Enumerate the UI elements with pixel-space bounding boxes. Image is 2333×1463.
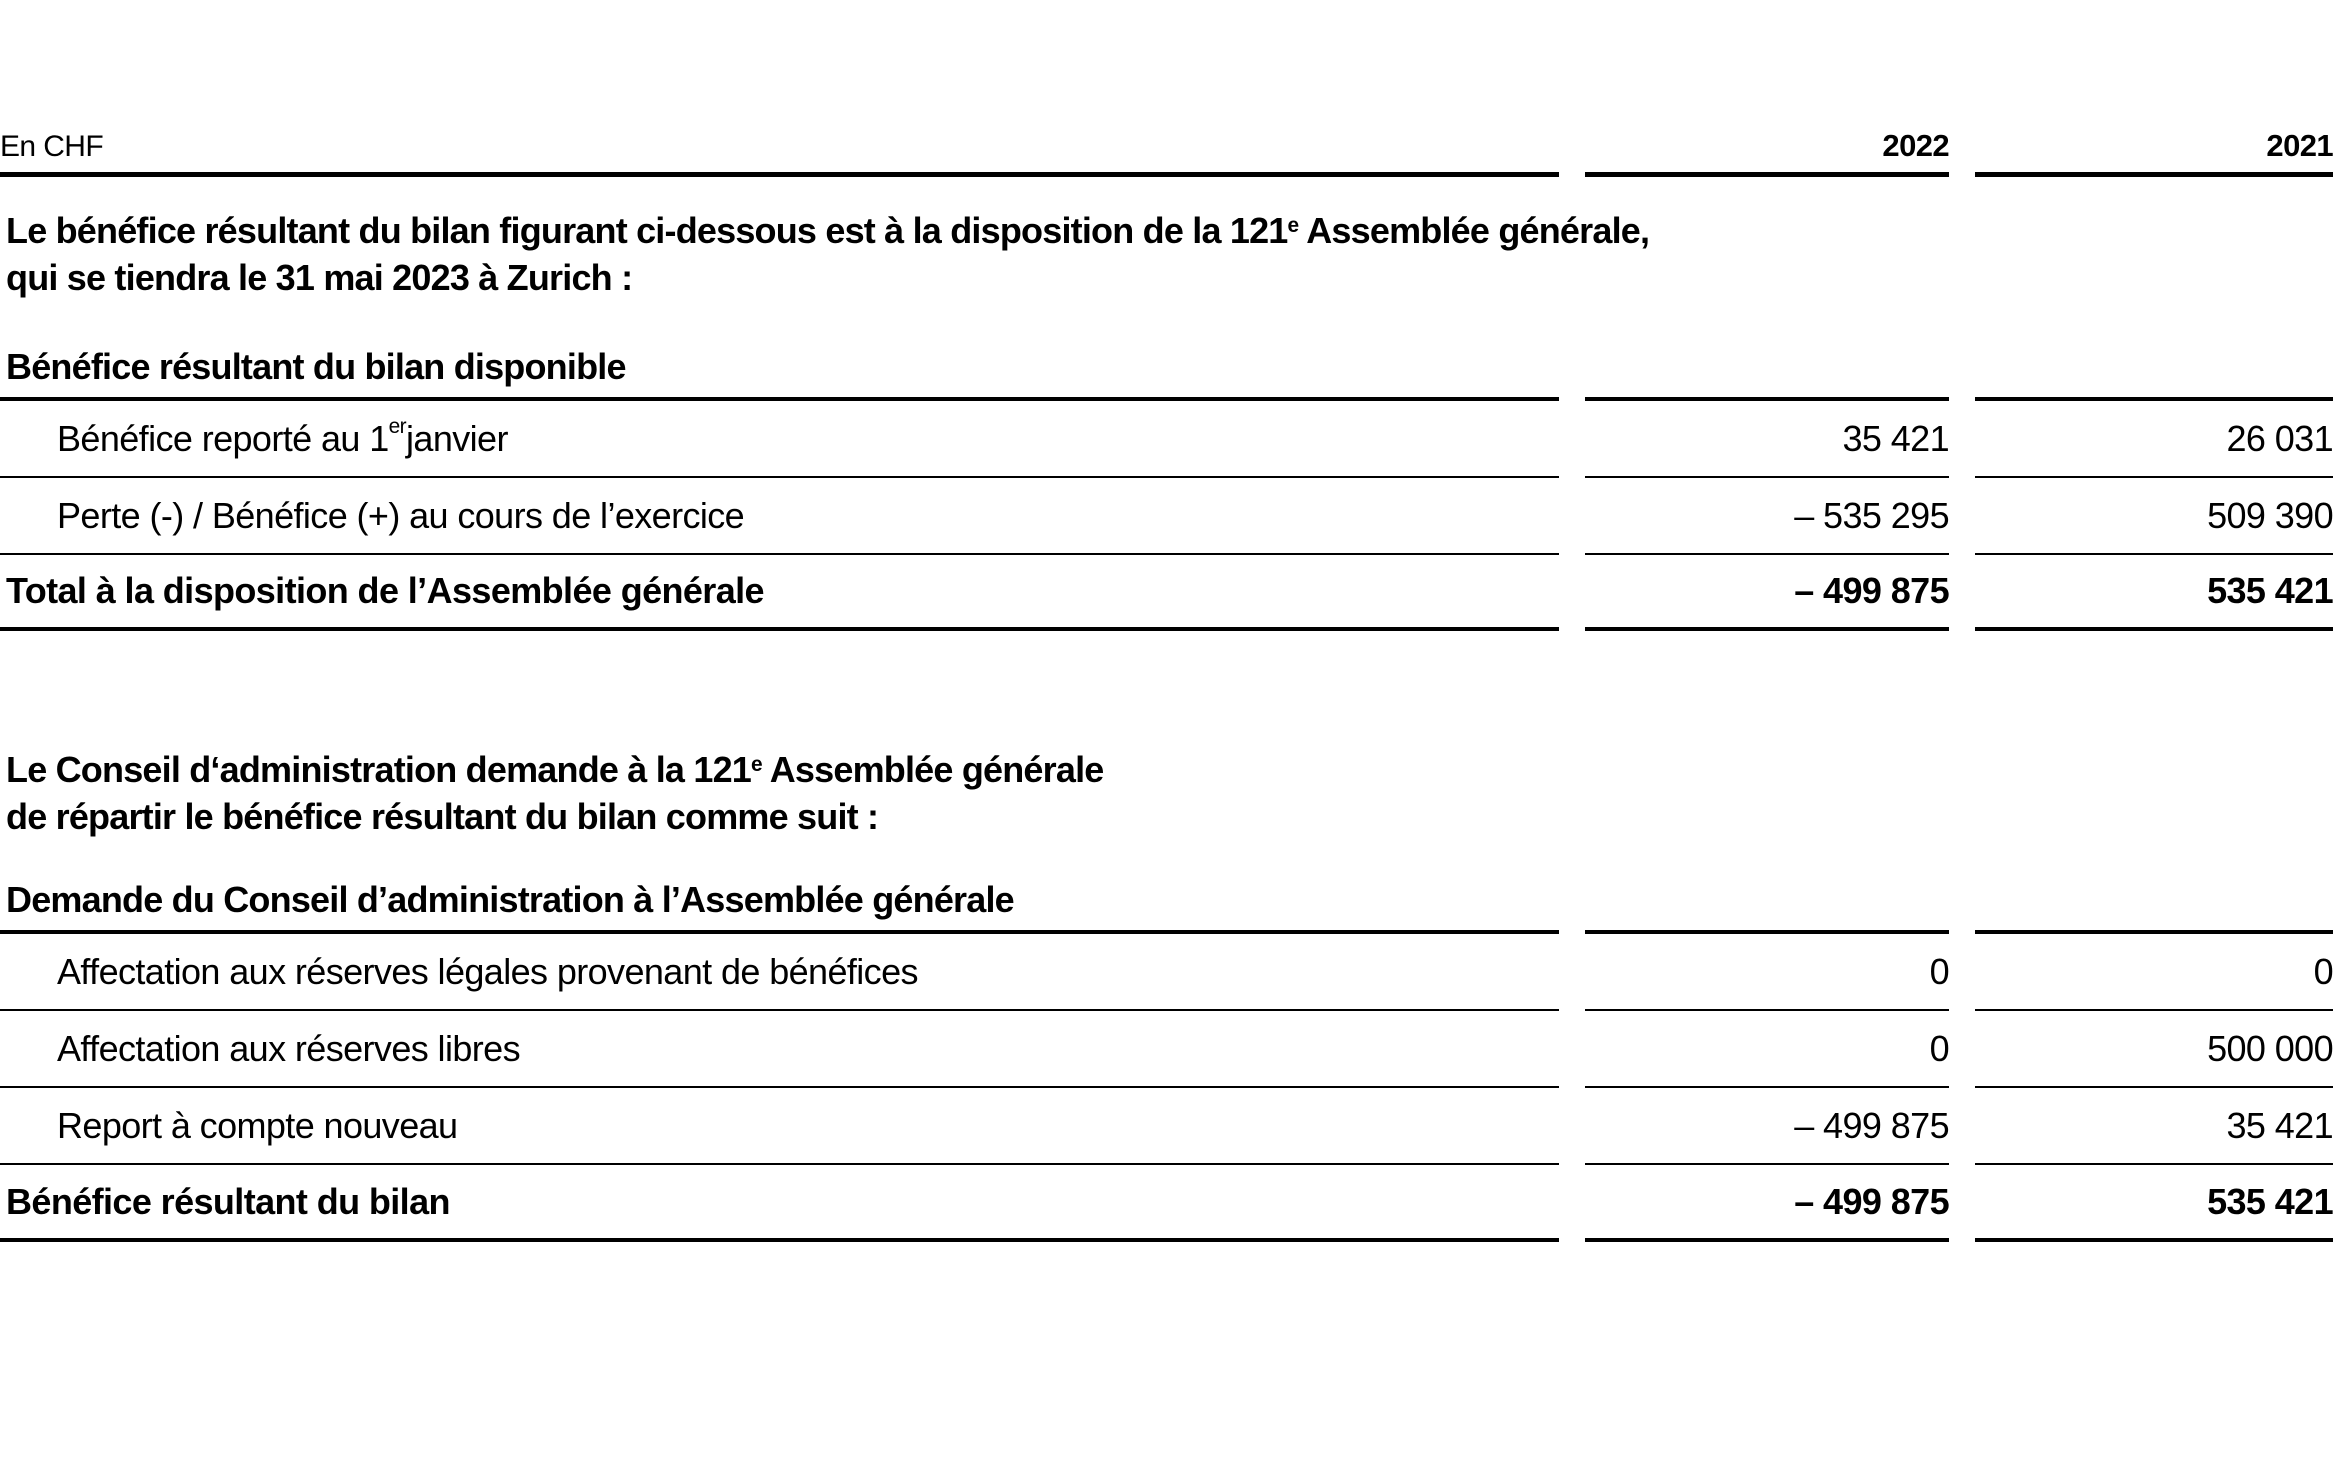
table2-total-row: [0, 1165, 2333, 1242]
request-line-1-superscript: e: [751, 752, 762, 776]
table2-total-label: Bénéfice résultant du bilan: [0, 1165, 1559, 1242]
table1-total-row: [0, 555, 2333, 631]
table1-row2-value-2021: 509 390: [1975, 478, 2333, 555]
intro-line-1-tail: Assemblée générale,: [1298, 210, 1650, 251]
table-row: [0, 1011, 2333, 1088]
table2-row1-value-2022: 0: [1585, 934, 1949, 1011]
intro-line-1: [6, 207, 2333, 254]
intro-line-2: qui se tiendra le 31 mai 2023 à Zurich :: [6, 257, 633, 298]
table1-section-spacer-2021: [1975, 345, 2333, 401]
table1-row2-label: [0, 478, 1559, 555]
table1-section-title: Bénéfice résultant du bilan disponible: [0, 345, 1559, 401]
intro-line-1-text: Le bénéfice résultant du bilan figurant ci-dessous est à la disposition de la 121: [6, 210, 1288, 251]
table1-section-spacer-2022: [1585, 345, 1949, 401]
table-row: [0, 934, 2333, 1011]
request-line-1-text: Le Conseil d‘administration demande à la 121: [6, 749, 752, 790]
request-paragraph: [6, 746, 2333, 840]
request-line-2: de répartir le bénéfice résultant du bilan comme suit :: [6, 796, 879, 837]
table2-row2-value-2022: 0: [1585, 1011, 1949, 1088]
currency-unit-label: En CHF: [0, 122, 1559, 177]
table2-section-spacer-2021: [1975, 874, 2333, 934]
table2-total-value-2021: 535 421: [1975, 1165, 2333, 1242]
column-header-2022: 2022: [1585, 122, 1949, 177]
table2-row2-value-2021: 500 000: [1975, 1011, 2333, 1088]
table2-row2-label: Affectation aux réserves libres: [0, 1011, 1559, 1088]
table-header-row: [0, 122, 2333, 177]
table2-section-title: Demande du Conseil d’administration à l’Assemblée générale: [0, 874, 1559, 934]
table-row: [0, 1088, 2333, 1165]
table2-row3-value-2022: – 499 875: [1585, 1088, 1949, 1165]
table1-row2-label-text: Perte (-) / Bénéfice (+) au cours de l’exercice: [57, 494, 745, 536]
request-line-1-tail: Assemblée générale: [761, 749, 1104, 790]
intro-line-1-superscript: e: [1287, 213, 1299, 237]
request-line-1: [6, 746, 2333, 793]
table1-row1-value-2022: 35 421: [1585, 401, 1949, 478]
table1-total-value-2021: 535 421: [1975, 555, 2333, 631]
table-row: [0, 401, 2333, 478]
table1-row1-label-tail: janvier: [406, 417, 508, 459]
table2-row3-label: Report à compte nouveau: [0, 1088, 1559, 1165]
table1-row1-value-2021: 26 031: [1975, 401, 2333, 478]
table2-row3-value-2021: 35 421: [1975, 1088, 2333, 1165]
table-row: [0, 478, 2333, 555]
table2-row1-value-2021: 0: [1975, 934, 2333, 1011]
table1-total-label: Total à la disposition de l’Assemblée générale: [0, 555, 1559, 631]
column-header-2021: 2021: [1975, 122, 2333, 177]
table2-row1-label: Affectation aux réserves légales provenant de bénéfices: [0, 934, 1559, 1011]
intro-paragraph: [6, 207, 2333, 301]
table1-section-header-row: [0, 345, 2333, 401]
table1-row1-label: Bénéfice reporté au 1 $^{er}$ janvier: [0, 401, 1559, 478]
table1-row1-label-text: Bénéfice reporté au 1: [57, 417, 389, 459]
table2-total-value-2022: – 499 875: [1585, 1165, 1949, 1242]
table1-row2-value-2022: – 535 295: [1585, 478, 1949, 555]
table2-section-spacer-2022: [1585, 874, 1949, 934]
table1-total-value-2022: – 499 875: [1585, 555, 1949, 631]
table2-section-header-row: [0, 874, 2333, 934]
